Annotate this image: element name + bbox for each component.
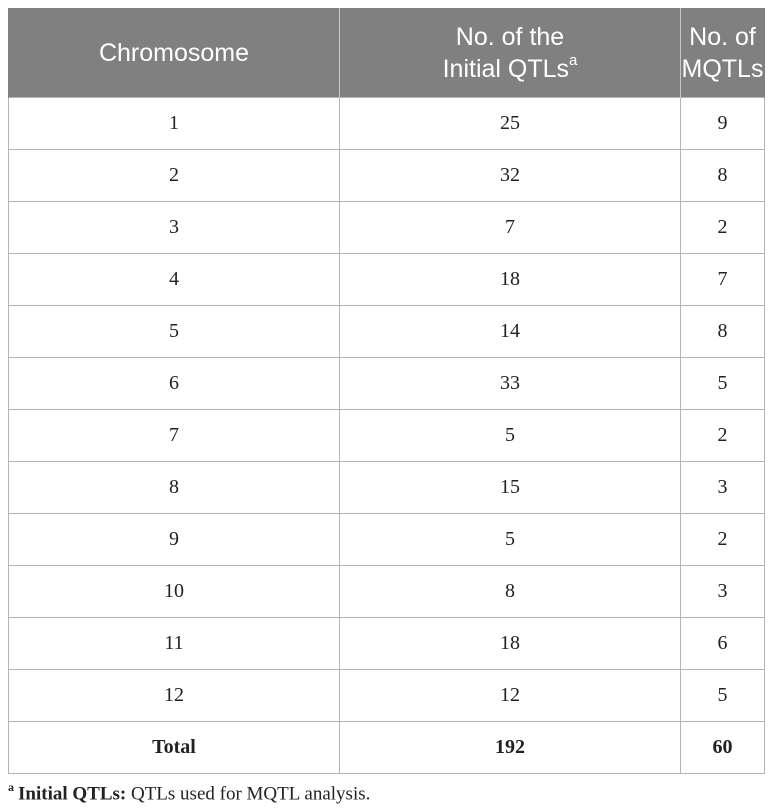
table-row bbox=[9, 670, 765, 722]
header-initial-line1: No. of the bbox=[455, 22, 565, 51]
total-label: Total bbox=[9, 722, 340, 774]
cell-mqtls: 6 bbox=[681, 618, 765, 670]
cell-initial-qtls: 7 bbox=[340, 202, 681, 254]
cell-chromosome: 8 bbox=[9, 462, 340, 514]
cell-mqtls: 3 bbox=[681, 566, 765, 618]
table-row bbox=[9, 410, 765, 462]
cell-chromosome: 11 bbox=[9, 618, 340, 670]
qtl-summary-table-container bbox=[8, 8, 764, 774]
header-mqtls bbox=[681, 8, 765, 98]
cell-initial-qtls: 18 bbox=[340, 618, 681, 670]
cell-chromosome: 3 bbox=[9, 202, 340, 254]
table-row bbox=[9, 254, 765, 306]
cell-mqtls: 2 bbox=[681, 202, 765, 254]
total-initial-qtls: 192 bbox=[340, 722, 681, 774]
cell-mqtls: 9 bbox=[681, 98, 765, 150]
header-initial-qtls bbox=[340, 8, 681, 98]
cell-chromosome: 10 bbox=[9, 566, 340, 618]
header-chromosome-label: Chromosome bbox=[98, 38, 250, 67]
cell-mqtls: 2 bbox=[681, 410, 765, 462]
header-mqtls-line1: No. of bbox=[689, 22, 756, 51]
cell-chromosome: 5 bbox=[9, 306, 340, 358]
table-row bbox=[9, 618, 765, 670]
table-header bbox=[9, 8, 765, 98]
table-row bbox=[9, 462, 765, 514]
footnote-term: Initial QTLs: bbox=[18, 783, 127, 805]
header-initial-line2: Initial QTLs bbox=[442, 54, 570, 83]
header-initial-footnote-marker: a bbox=[569, 52, 578, 70]
footnote-marker: a bbox=[8, 780, 14, 794]
table-row bbox=[9, 150, 765, 202]
cell-chromosome: 12 bbox=[9, 670, 340, 722]
cell-initial-qtls: 14 bbox=[340, 306, 681, 358]
total-mqtls: 60 bbox=[681, 722, 765, 774]
cell-mqtls: 8 bbox=[681, 150, 765, 202]
cell-chromosome: 7 bbox=[9, 410, 340, 462]
cell-chromosome: 4 bbox=[9, 254, 340, 306]
table-row bbox=[9, 358, 765, 410]
table-body bbox=[9, 98, 765, 774]
cell-mqtls: 2 bbox=[681, 514, 765, 566]
table-row bbox=[9, 514, 765, 566]
table-row bbox=[9, 98, 765, 150]
cell-mqtls: 7 bbox=[681, 254, 765, 306]
table-row bbox=[9, 566, 765, 618]
header-row bbox=[9, 8, 765, 98]
cell-mqtls: 3 bbox=[681, 462, 765, 514]
cell-mqtls: 5 bbox=[681, 358, 765, 410]
header-chromosome bbox=[9, 8, 340, 98]
cell-chromosome: 9 bbox=[9, 514, 340, 566]
cell-chromosome: 1 bbox=[9, 98, 340, 150]
cell-initial-qtls: 8 bbox=[340, 566, 681, 618]
cell-chromosome: 6 bbox=[9, 358, 340, 410]
table-row bbox=[9, 202, 765, 254]
cell-initial-qtls: 25 bbox=[340, 98, 681, 150]
cell-initial-qtls: 15 bbox=[340, 462, 681, 514]
cell-initial-qtls: 5 bbox=[340, 410, 681, 462]
table-row bbox=[9, 306, 765, 358]
cell-initial-qtls: 32 bbox=[340, 150, 681, 202]
header-mqtls-line2: MQTLs bbox=[681, 54, 764, 83]
table-footnote bbox=[8, 781, 370, 805]
cell-initial-qtls: 33 bbox=[340, 358, 681, 410]
cell-initial-qtls: 5 bbox=[340, 514, 681, 566]
total-row bbox=[9, 722, 765, 774]
cell-mqtls: 8 bbox=[681, 306, 765, 358]
cell-chromosome: 2 bbox=[9, 150, 340, 202]
cell-mqtls: 5 bbox=[681, 670, 765, 722]
footnote-text: QTLs used for MQTL analysis. bbox=[126, 783, 371, 805]
cell-initial-qtls: 18 bbox=[340, 254, 681, 306]
qtl-summary-table bbox=[8, 8, 765, 774]
cell-initial-qtls: 12 bbox=[340, 670, 681, 722]
